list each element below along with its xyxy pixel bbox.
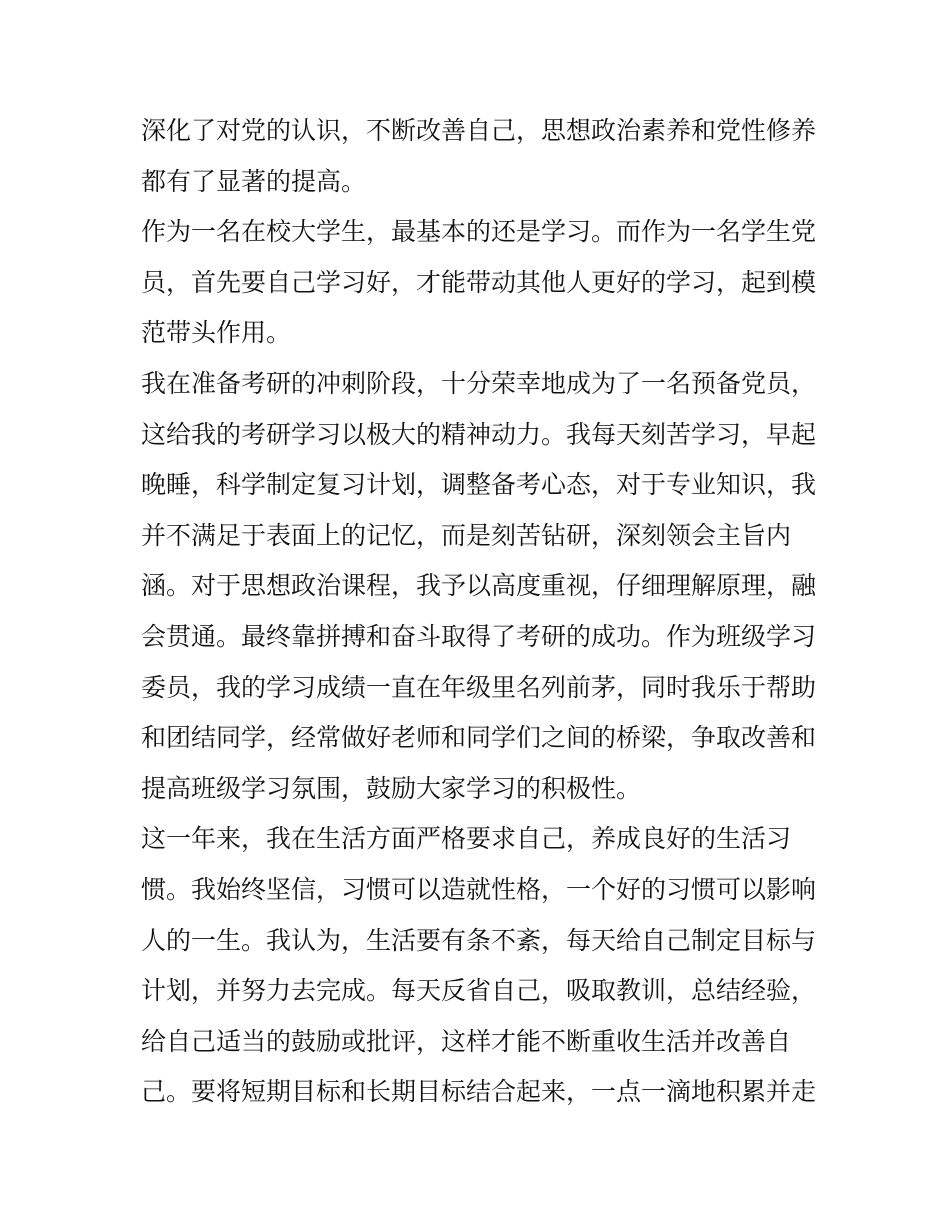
text-line: 深化了对党的认识，不断改善自己，思想政治素养和党性修养 xyxy=(141,116,817,145)
text-line: 提高班级学习氛围，鼓励大家学习的积极性。 xyxy=(141,773,642,803)
text-line: 涵。对于思想政治课程，我予以高度重视，仔细理解原理，融 xyxy=(141,571,817,601)
text-line: 人的一生。我认为，生活要有条不紊，每天给自己制定目标与 xyxy=(141,925,817,955)
body-text xyxy=(141,106,821,1118)
text-line: 己。要将短期目标和长期目标结合起来，一点一滴地积累并走 xyxy=(141,1077,817,1107)
text-line: 范带头作用。 xyxy=(141,318,292,348)
text-line: 员，首先要自己学习好，才能带动其他人更好的学习，起到模 xyxy=(141,267,817,297)
text-line: 会贯通。最终靠拼搏和奋斗取得了考研的成功。作为班级学习 xyxy=(141,621,817,651)
text-line: 并不满足于表面上的记忆，而是刻苦钻研，深刻领会主旨内 xyxy=(141,520,792,550)
text-line: 我在准备考研的冲刺阶段，十分荣幸地成为了一名预备党员， xyxy=(141,368,817,398)
text-line: 计划，并努力去完成。每天反省自己，吸取教训，总结经验， xyxy=(141,976,817,1006)
text-line: 惯。我始终坚信，习惯可以造就性格，一个好的习惯可以影响 xyxy=(141,874,817,904)
text-line: 这一年来，我在生活方面严格要求自己，养成良好的生活习 xyxy=(141,824,792,854)
text-line: 给自己适当的鼓励或批评，这样才能不断重收生活并改善自 xyxy=(141,1026,792,1056)
text-line: 作为一名在校大学生，最基本的还是学习。而作为一名学生党 xyxy=(141,217,817,247)
text-line: 委员，我的学习成绩一直在年级里名列前茅，同时我乐于帮助 xyxy=(141,672,817,702)
text-line: 晚睡，科学制定复习计划，调整备考心态，对于专业知识，我 xyxy=(141,470,817,500)
text-line: 都有了显著的提高。 xyxy=(141,166,367,196)
text-line: 和团结同学，经常做好老师和同学们之间的桥梁，争取改善和 xyxy=(141,723,817,753)
text-line: 这给我的考研学习以极大的精神动力。我每天刻苦学习，早起 xyxy=(141,419,817,449)
